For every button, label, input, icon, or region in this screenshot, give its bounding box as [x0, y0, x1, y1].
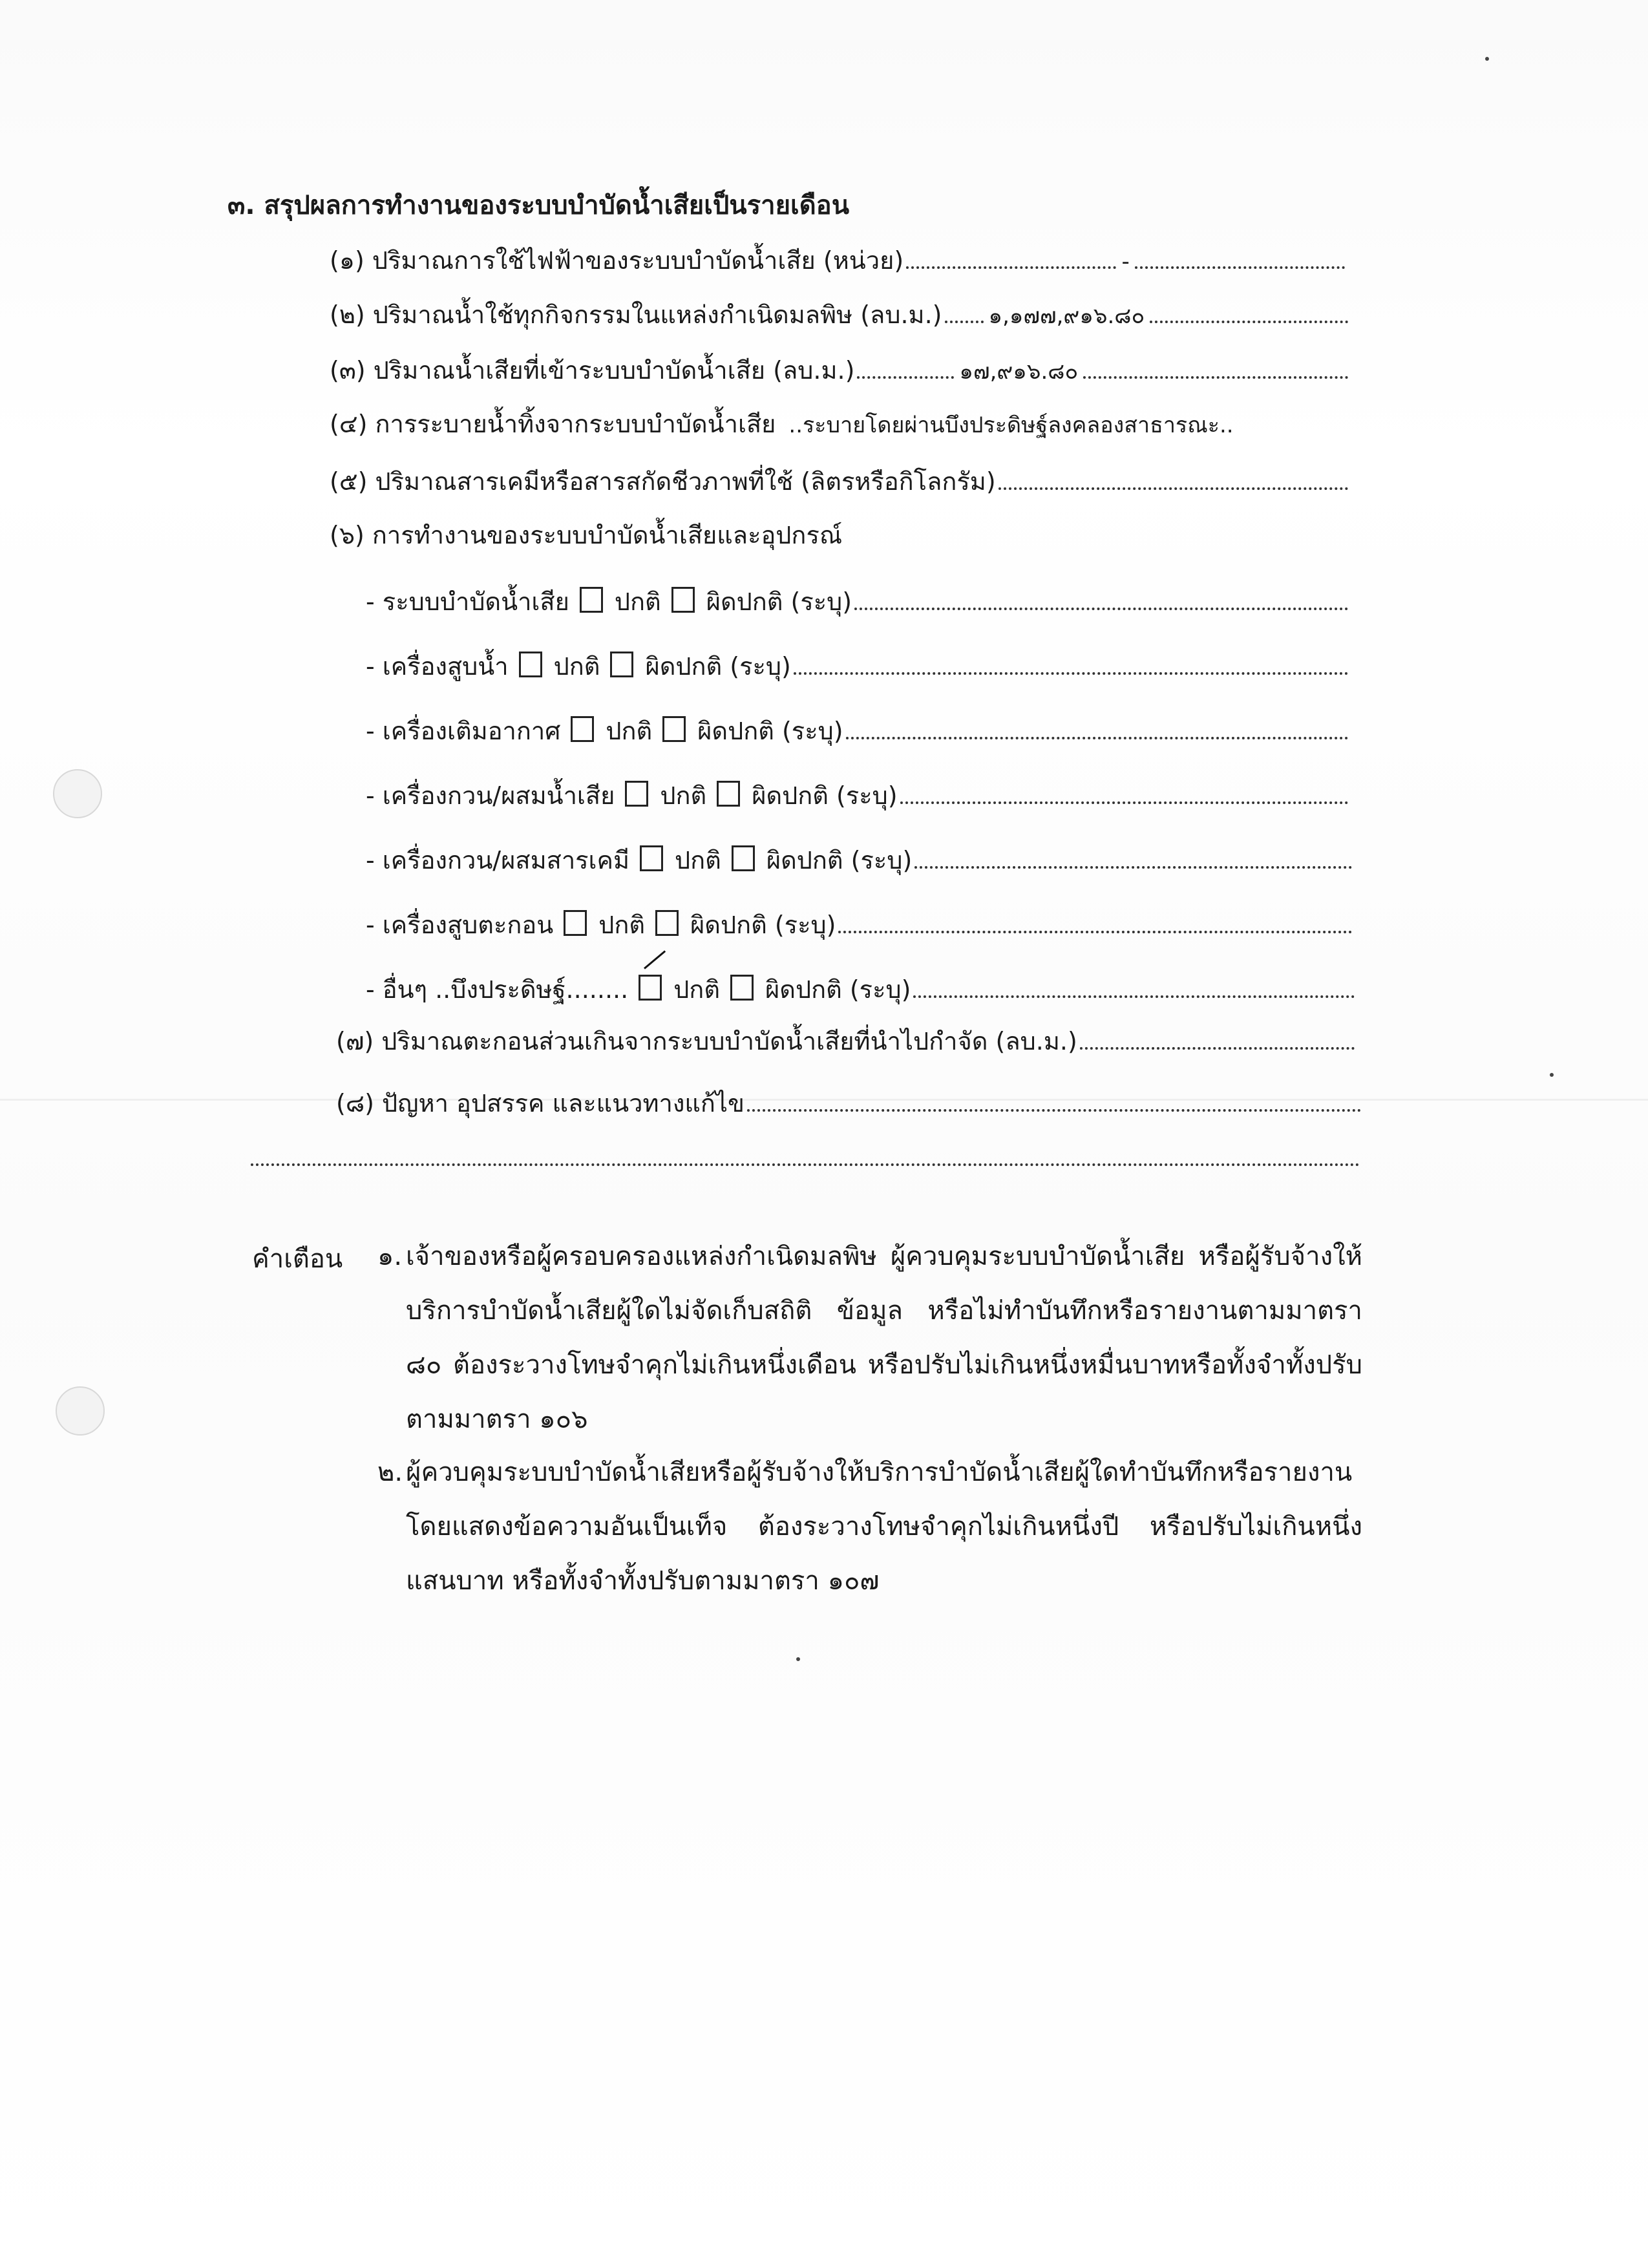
abnormal-detail-field[interactable] [913, 970, 1355, 998]
scan-speck [1485, 57, 1489, 61]
abnormal-checkbox[interactable] [671, 587, 695, 613]
item-chemicals: (๕) ปริมาณสารเคมีหรือสารสกัดชีวภาพที่ใช้ (ลิตรหรือกิโลกรัม) [330, 461, 1351, 500]
normal-checkbox[interactable] [519, 652, 542, 677]
item-operation: (๖) การทำงานของระบบบำบัดน้ำเสียและอุปกรณ์ [330, 521, 843, 549]
normal-checkbox[interactable] [571, 716, 594, 742]
normal-checkbox[interactable] [564, 910, 587, 936]
item-discharge: (๔) การระบายน้ำทิ้งจากระบบบำบัดน้ำเสีย ..ระบายโดยผ่านบึงประดิษฐ์ลงคลองสาธารณะ.. [330, 406, 1351, 443]
wastewater-in-value[interactable]: ๑๗,๙๑๖.๘๐ [959, 359, 1079, 385]
scan-speck [1550, 1073, 1554, 1077]
abnormal-detail-field[interactable] [914, 840, 1352, 869]
item-problems: (๘) ปัญหา อุปสรรค และแนวทางแก้ไข [336, 1083, 1364, 1121]
abnormal-checkbox[interactable] [732, 845, 755, 871]
abnormal-detail-field[interactable] [854, 582, 1348, 610]
scan-speck [796, 1657, 800, 1661]
abnormal-checkbox[interactable] [662, 716, 686, 742]
chemicals-field[interactable] [998, 461, 1348, 490]
abnormal-checkbox[interactable] [730, 975, 754, 1001]
normal-checkbox-checked[interactable] [639, 975, 662, 1001]
warning-number: ๒. [377, 1457, 403, 1487]
problems-field-extra[interactable] [251, 1138, 1360, 1166]
normal-checkbox[interactable] [580, 587, 603, 613]
abnormal-detail-field[interactable] [838, 905, 1352, 933]
equip-row-pump: - เครื่องสูบน้ำ ปกติ ผิดปกติ (ระบุ) [366, 646, 1351, 684]
sludge-field[interactable] [1080, 1021, 1355, 1050]
punch-hole-bottom [56, 1386, 105, 1436]
equip-row-aerator: - เครื่องเติมอากาศ ปกติ ผิดปกติ (ระบุ) [366, 711, 1351, 749]
abnormal-checkbox[interactable] [610, 652, 633, 677]
abnormal-detail-field[interactable] [846, 711, 1348, 739]
electricity-value[interactable]: - [1121, 249, 1130, 275]
item-sludge: (๗) ปริมาณตะกอนส่วนเกินจากระบบบำบัดน้ำเสียที่นำไปกำจัด (ลบ.ม.) [336, 1021, 1357, 1059]
warning-item-2 [377, 1445, 1362, 1608]
punch-hole-top [53, 769, 102, 818]
item-electricity: (๑) ปริมาณการใช้ไฟฟ้าของระบบบำบัดน้ำเสีย (หน่วย) - [330, 240, 1347, 280]
normal-checkbox[interactable] [640, 845, 663, 871]
equip-row-other: - อื่นๆ ..บึงประดิษฐ์........ ปกติ ผิดปกติ (ระบุ) [366, 970, 1357, 1008]
warning-item-1 [377, 1229, 1362, 1447]
equip-row-wastewater-mixer: - เครื่องกวน/ผสมน้ำเสีย ปกติ ผิดปกติ (ระบุ) [366, 776, 1351, 814]
warning-text: เจ้าของหรือผู้ครอบครองแหล่งกำเนิดมลพิษ ผู้ควบคุมระบบบำบัดน้ำเสีย หรือผู้รับจ้างให้บริการบำบัดน้ำเสียผู้ใดไม่จัดเก็บสถิติ ข้อมูล หรือไม่ทำบันทึกหรือรายงานตามมาตรา ๘๐ ต้องระวางโทษจำคุกไม่เกินหนึ่งเดือน หรือปรับไม่เกินหนึ่งหมื่นบาทหรือทั้งจำทั้งปรับตามมาตรา ๑๐๖ [406, 1242, 1362, 1434]
problems-field[interactable] [747, 1083, 1361, 1112]
abnormal-checkbox[interactable] [717, 781, 740, 807]
equip-row-treatment: - ระบบบำบัดน้ำเสีย ปกติ ผิดปกติ (ระบุ) [366, 582, 1351, 620]
problems-continuation-line [248, 1138, 1362, 1166]
section-heading: ๓. สรุปผลการทำงานของระบบบำบัดน้ำเสียเป็นรายเดือน [227, 191, 850, 220]
item-wastewater-in: (๓) ปริมาณน้ำเสียที่เข้าระบบบำบัดน้ำเสีย (ลบ.ม.) ๑๗,๙๑๖.๘๐ [330, 350, 1351, 390]
item-water-use: (๒) ปริมาณน้ำใช้ทุกกิจกรรมในแหล่งกำเนิดมลพิษ (ลบ.ม.) ๑,๑๗๗,๙๑๖.๘๐ [330, 295, 1351, 334]
equip-row-sludge-pump: - เครื่องสูบตะกอน ปกติ ผิดปกติ (ระบุ) [366, 905, 1355, 943]
abnormal-checkbox[interactable] [655, 910, 679, 936]
warning-text: ผู้ควบคุมระบบบำบัดน้ำเสียหรือผู้รับจ้างให้บริการบำบัดน้ำเสียผู้ใดทำบันทึกหรือรายงานโดยแสดงข้อความอันเป็นเท็จ ต้องระวางโทษจำคุกไม่เกินหนึ่งปี หรือปรับไม่เกินหนึ่งแสนบาท หรือทั้งจำทั้งปรับตามมาตรา ๑๐๗ [406, 1457, 1362, 1596]
warning-label: คำเตือน [252, 1244, 343, 1274]
normal-checkbox[interactable] [625, 781, 648, 807]
abnormal-detail-field[interactable] [794, 646, 1348, 675]
water-use-value[interactable]: ๑,๑๗๗,๙๑๖.๘๐ [988, 303, 1145, 329]
warning-number: ๑. [377, 1242, 403, 1271]
equip-row-chemical-mixer: - เครื่องกวน/ผสมสารเคมี ปกติ ผิดปกติ (ระบุ) [366, 840, 1355, 878]
discharge-value[interactable]: ..ระบายโดยผ่านบึงประดิษฐ์ลงคลองสาธารณะ.. [788, 412, 1234, 438]
abnormal-detail-field[interactable] [900, 776, 1348, 804]
